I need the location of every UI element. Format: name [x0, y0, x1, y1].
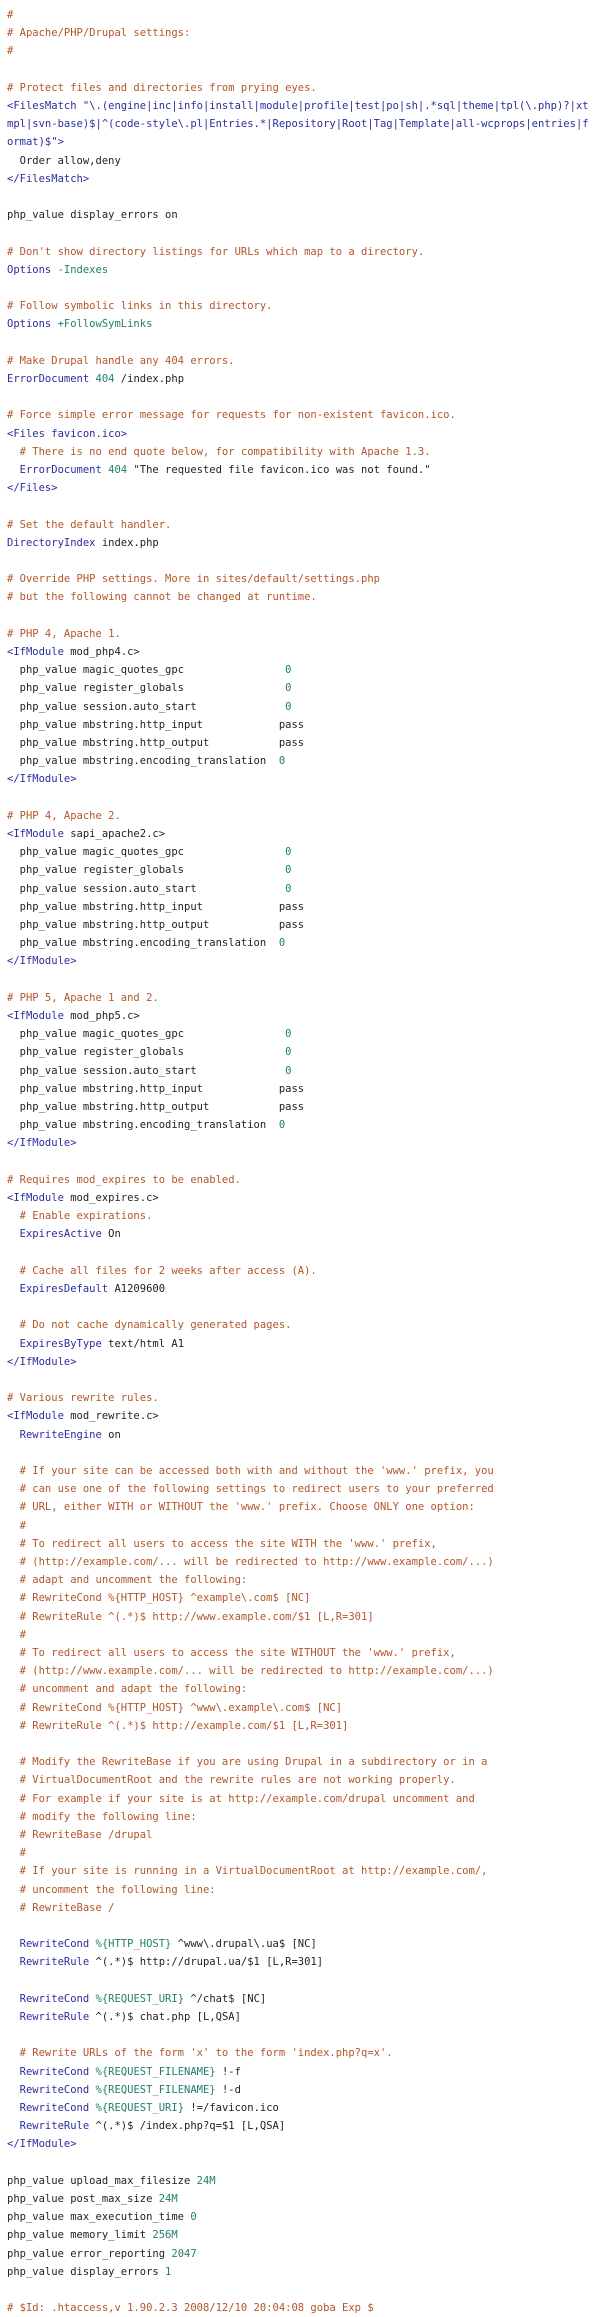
text-token: on [108, 1428, 121, 1441]
comment-line [7, 24, 593, 42]
text-token: php_value session.auto_start [7, 882, 286, 895]
value-token: 0 [285, 1046, 292, 1059]
comment-line [7, 42, 593, 60]
comment-line [7, 588, 593, 606]
directive-token: <FilesMatch "\.(engine|inc|info|install|module|profile|test|po|sh|.*sql|theme|tpl(\.php)?|xtmpl|svn-base)$|^(code-style\.pl|Entries.*|Repository|Root|Tag|Template|all-wcprops|entries|format)$"> [7, 100, 589, 149]
directive-token: ExpiresActive [7, 1228, 109, 1241]
comment-line [7, 1771, 593, 1789]
comment-line [7, 1680, 593, 1698]
directive-token: RewriteCond [7, 2102, 96, 2115]
directive-token: RewriteCond [7, 2065, 96, 2078]
directive-token: <IfModule [7, 645, 71, 658]
comment-line [7, 1626, 593, 1644]
comment-text: # Make Drupal handle any 404 errors. [7, 354, 235, 367]
value-token: 0 [285, 682, 292, 695]
code-line [7, 2099, 593, 2117]
text-token: sapi_apache2.c> [70, 827, 166, 840]
text-token: php_value mbstring.http_input pass [7, 718, 305, 731]
text-token: mod_expires.c> [70, 1192, 159, 1205]
text-token: php_value post_max_size [7, 2193, 159, 2206]
value-token: %{HTTP_HOST} [95, 1938, 172, 1951]
code-line [7, 1116, 593, 1134]
comment-text: # Set the default handler. [7, 518, 172, 531]
comment-line [7, 243, 593, 261]
text-token: php_value mbstring.encoding_translation [7, 1119, 279, 1132]
comment-text: # PHP 5, Apache 1 and 2. [7, 991, 159, 1004]
comment-line [7, 1571, 593, 1589]
comment-text: # [7, 1628, 26, 1641]
comment-line [7, 1844, 593, 1862]
comment-line [7, 79, 593, 97]
blank-line [7, 1244, 593, 1262]
blank-line [7, 552, 593, 570]
code-line [7, 461, 593, 479]
code-line [7, 1935, 593, 1953]
code-line [7, 2081, 593, 2099]
directive-line [7, 170, 593, 188]
code-line [7, 1043, 593, 1061]
code-line [7, 1335, 593, 1353]
comment-text: # uncomment and adapt the following: [7, 1683, 248, 1696]
directive-token: </IfModule> [7, 1137, 77, 1150]
directive-line [7, 1353, 593, 1371]
code-line [7, 2063, 593, 2081]
comment-text: # Requires mod_expires to be enabled. [7, 1173, 241, 1186]
comment-line [7, 352, 593, 370]
directive-token: </FilesMatch> [7, 172, 90, 185]
code-line [7, 861, 593, 879]
code-line [7, 734, 593, 752]
comment-line [7, 6, 593, 24]
comment-text: # Override PHP settings. More in sites/default/settings.php [7, 573, 380, 586]
code-line [7, 261, 593, 279]
comment-line [7, 1589, 593, 1607]
code-line [7, 534, 593, 552]
comment-line [7, 989, 593, 1007]
code-line [7, 2117, 593, 2135]
directive-token: </IfModule> [7, 2138, 77, 2151]
comment-text: # (http://www.example.com/... will be redirected to http://example.com/...) [7, 1665, 494, 1678]
comment-line [7, 1389, 593, 1407]
blank-line [7, 1917, 593, 1935]
text-token: php_value upload_max_filesize [7, 2174, 197, 2187]
comment-text: # There is no end quote below, for compatibility with Apache 1.3. [7, 445, 431, 458]
comment-line [7, 1699, 593, 1717]
directive-token: <IfModule [7, 1410, 71, 1423]
directive-token: RewriteCond [7, 1992, 96, 2005]
code-line [7, 2172, 593, 2190]
comment-line [7, 807, 593, 825]
comment-text: # [7, 45, 14, 58]
directive-token: Options [7, 318, 58, 331]
directive-token: ErrorDocument [7, 463, 109, 476]
directive-token: <IfModule [7, 1010, 71, 1022]
value-token: 404 [95, 372, 115, 385]
comment-line [7, 1753, 593, 1771]
text-token: php_value session.auto_start [7, 1064, 286, 1077]
comment-text: # Do not cache dynamically generated pages. [7, 1319, 292, 1332]
directive-token: RewriteCond [7, 1938, 96, 1951]
blank-line [7, 1371, 593, 1389]
comment-text: # [7, 1847, 26, 1860]
directive-line [7, 2135, 593, 2153]
comment-line [7, 1717, 593, 1735]
comment-line [7, 1862, 593, 1880]
code-line [7, 880, 593, 898]
text-token: php_value mbstring.encoding_translation [7, 755, 279, 768]
blank-line [7, 388, 593, 406]
text-token: ^/chat$ [NC] [184, 1992, 267, 2005]
comment-text: # RewriteRule ^(.*)$ http://example.com/$1 [L,R=301] [7, 1719, 349, 1732]
code-line [7, 2190, 593, 2208]
value-token: 24M [158, 2193, 178, 2206]
code-line [7, 1025, 593, 1043]
value-token: 0 [285, 700, 292, 713]
comment-text: # [7, 9, 14, 21]
comment-line [7, 443, 593, 461]
comment-text: # uncomment the following line: [7, 1883, 216, 1896]
text-token: !-f [215, 2065, 241, 2078]
code-line [7, 716, 593, 734]
code-line [7, 1426, 593, 1444]
comment-text: # RewriteCond %{HTTP_HOST} ^www\.example\.com$ [NC] [7, 1701, 343, 1714]
blank-line [7, 1735, 593, 1753]
blank-line [7, 1972, 593, 1990]
comment-line [7, 1480, 593, 1498]
value-token: 256M [152, 2229, 178, 2242]
directive-token: RewriteRule [7, 1956, 96, 1969]
comment-text: # RewriteRule ^(.*)$ http://www.example.com/$1 [L,R=301] [7, 1610, 374, 1623]
directive-line [7, 425, 593, 443]
comment-line [7, 1316, 593, 1334]
text-token: php_value register_globals [7, 864, 286, 877]
text-token: php_value mbstring.http_input pass [7, 900, 305, 913]
value-token: 0 [285, 864, 292, 877]
comment-text: # Enable expirations. [7, 1210, 153, 1223]
comment-text: # $Id: .htaccess,v 1.90.2.3 2008/12/10 20:04:08 goba Exp $ [7, 2302, 374, 2315]
blank-line [7, 61, 593, 79]
comment-text: # but the following cannot be changed at runtime. [7, 591, 317, 604]
value-token: 0 [285, 1028, 292, 1041]
text-token: mod_php5.c> [70, 1010, 140, 1022]
comment-line [7, 1262, 593, 1280]
value-token: +FollowSymLinks [57, 318, 153, 331]
comment-text: # Follow symbolic links in this directory. [7, 300, 273, 313]
text-token: ^www\.drupal\.ua$ [NC] [171, 1938, 317, 1951]
comment-line [7, 1808, 593, 1826]
code-line [7, 752, 593, 770]
code-line [7, 1225, 593, 1243]
code-line [7, 825, 593, 843]
directive-token: ErrorDocument [7, 372, 96, 385]
code-line [7, 679, 593, 697]
comment-text: # [7, 1519, 26, 1532]
blank-line [7, 224, 593, 242]
directive-token: ExpiresByType [7, 1337, 109, 1350]
blank-line [7, 1444, 593, 1462]
comment-text: # PHP 4, Apache 1. [7, 627, 121, 640]
value-token: 2047 [171, 2247, 197, 2260]
comment-text: # If your site can be accessed both with and without the 'www.' prefix, you [7, 1465, 494, 1477]
code-line [7, 1098, 593, 1116]
comment-text: # VirtualDocumentRoot and the rewrite rules are not working properly. [7, 1774, 456, 1787]
text-token: text/html A1 [108, 1337, 185, 1350]
value-token: 0 [285, 1064, 292, 1077]
comment-line [7, 516, 593, 534]
directive-token: <Files favicon.ico> [7, 427, 128, 440]
comment-line [7, 1899, 593, 1917]
text-token: php_value mbstring.http_output pass [7, 919, 305, 931]
value-token: 0 [278, 937, 286, 950]
blank-line [7, 789, 593, 807]
comment-text: # Force simple error message for requests for non-existent favicon.ico. [7, 409, 456, 422]
directive-line [7, 1134, 593, 1152]
comment-line [7, 625, 593, 643]
code-line [7, 1007, 593, 1025]
directive-token: RewriteRule [7, 2011, 96, 2024]
text-token: "The requested file favicon.ico was not found." [127, 463, 431, 476]
code-line [7, 1280, 593, 1298]
text-token: php_value mbstring.http_output pass [7, 1101, 305, 1114]
comment-text: # URL, either WITH or WITHOUT the 'www.' prefix. Choose ONLY one option: [7, 1501, 475, 1514]
directive-token: </IfModule> [7, 955, 77, 968]
value-token: 0 [285, 664, 292, 677]
code-line [7, 2008, 593, 2026]
text-token: /index.php [114, 372, 185, 385]
comment-text: # modify the following line: [7, 1810, 197, 1823]
value-token: 1 [165, 2265, 172, 2278]
comment-text: # Modify the RewriteBase if you are using Drupal in a subdirectory or in a [7, 1756, 488, 1769]
code-line [7, 315, 593, 333]
directive-token: <IfModule [7, 827, 71, 840]
value-token: 0 [285, 846, 292, 859]
comment-line [7, 2044, 593, 2062]
value-token: 0 [190, 2211, 197, 2224]
blank-line [7, 188, 593, 206]
text-token: Order allow,deny [7, 154, 121, 167]
directive-token: ExpiresDefault [7, 1283, 115, 1296]
code-line [7, 934, 593, 952]
code-line [7, 152, 593, 170]
comment-text: # adapt and uncomment the following: [7, 1574, 248, 1587]
comment-line [7, 297, 593, 315]
value-token: %{REQUEST_URI} [95, 1992, 185, 2005]
comment-line [7, 1608, 593, 1626]
code-line [7, 1953, 593, 1971]
comment-line [7, 1553, 593, 1571]
text-token: php_value magic_quotes_gpc [7, 664, 286, 677]
comment-line [7, 1790, 593, 1808]
comment-text: # Cache all files for 2 weeks after access (A). [7, 1264, 317, 1277]
code-line [7, 661, 593, 679]
directive-line [7, 97, 593, 152]
directive-line [7, 952, 593, 970]
text-token: php_value magic_quotes_gpc [7, 846, 286, 859]
comment-text: # To redirect all users to access the site WITHOUT the 'www.' prefix, [7, 1647, 456, 1660]
comment-line [7, 1517, 593, 1535]
blank-line [7, 607, 593, 625]
code-line [7, 1062, 593, 1080]
comment-text: # Various rewrite rules. [7, 1392, 159, 1405]
comment-text: # For example if your site is at http://example.com/drupal uncomment and [7, 1792, 475, 1805]
text-token: php_value mbstring.http_input pass [7, 1082, 305, 1095]
directive-token: </IfModule> [7, 1355, 77, 1368]
value-token: 404 [108, 463, 128, 476]
comment-line [7, 406, 593, 424]
blank-line [7, 2281, 593, 2299]
comment-line [7, 1644, 593, 1662]
comment-text: # Don't show directory listings for URLs which map to a directory. [7, 245, 425, 258]
code-line [7, 916, 593, 934]
value-token: 0 [285, 882, 292, 895]
value-token: %{REQUEST_FILENAME} [95, 2083, 216, 2096]
comment-text: # Protect files and directories from prying eyes. [7, 81, 317, 94]
value-token: %{REQUEST_URI} [95, 2102, 185, 2115]
comment-line [7, 1881, 593, 1899]
directive-token: <IfModule [7, 1192, 71, 1205]
code-line [7, 643, 593, 661]
comment-text: # To redirect all users to access the site WITH the 'www.' prefix, [7, 1537, 437, 1550]
comment-text: # RewriteBase / [7, 1901, 115, 1914]
text-token: mod_php4.c> [70, 645, 140, 658]
text-token: php_value max_execution_time [7, 2211, 191, 2224]
code-line [7, 898, 593, 916]
directive-token: </Files> [7, 482, 58, 495]
blank-line [7, 2154, 593, 2172]
comment-text: # RewriteBase /drupal [7, 1829, 153, 1842]
code-line [7, 206, 593, 224]
blank-line [7, 1153, 593, 1171]
code-line [7, 2245, 593, 2263]
blank-line [7, 279, 593, 297]
comment-line [7, 1826, 593, 1844]
directive-token: RewriteCond [7, 2083, 96, 2096]
comment-line [7, 1462, 593, 1480]
text-token: php_value display_errors on [7, 209, 178, 222]
comment-text: # PHP 4, Apache 2. [7, 809, 121, 822]
code-line [7, 2263, 593, 2281]
blank-line [7, 334, 593, 352]
text-token: ^(.*)$ /index.php?q=$1 [L,QSA] [95, 2120, 286, 2133]
value-token: 24M [196, 2174, 216, 2187]
directive-token: RewriteEngine [7, 1428, 109, 1441]
comment-line [7, 1171, 593, 1189]
code-line [7, 1990, 593, 2008]
text-token: A1209600 [114, 1283, 166, 1296]
comment-text: # If your site is running in a VirtualDocumentRoot at http://example.com/, [7, 1865, 488, 1878]
comment-text: # can use one of the following settings to redirect users to your preferred [7, 1483, 494, 1496]
code-line [7, 2226, 593, 2244]
blank-line [7, 1298, 593, 1316]
comment-line [7, 570, 593, 588]
code-line [7, 1189, 593, 1207]
blank-line [7, 971, 593, 989]
comment-text: # Apache/PHP/Drupal settings: [7, 27, 191, 40]
text-token: php_value session.auto_start [7, 700, 286, 713]
comment-text: # Rewrite URLs of the form 'x' to the form 'index.php?q=x'. [7, 2047, 393, 2060]
text-token: php_value display_errors [7, 2265, 166, 2278]
comment-text: # (http://example.com/... will be redirected to http://www.example.com/...) [7, 1556, 494, 1569]
value-token: -Indexes [57, 263, 109, 276]
comment-line [7, 1498, 593, 1516]
code-line [7, 698, 593, 716]
value-token: 0 [278, 755, 286, 768]
text-token: !-d [215, 2083, 241, 2096]
text-token: php_value error_reporting [7, 2247, 172, 2260]
code-line [7, 1407, 593, 1425]
value-token: 0 [278, 1119, 286, 1132]
text-token: php_value magic_quotes_gpc [7, 1028, 286, 1041]
text-token: ^(.*)$ chat.php [L,QSA] [95, 2011, 241, 2024]
comment-line [7, 1662, 593, 1680]
comment-line [7, 1535, 593, 1553]
directive-token: Options [7, 263, 58, 276]
text-token: php_value register_globals [7, 682, 286, 695]
blank-line [7, 2026, 593, 2044]
text-token: php_value memory_limit [7, 2229, 153, 2242]
directive-token: RewriteRule [7, 2120, 96, 2133]
text-token: index.php [101, 536, 159, 549]
blank-line [7, 497, 593, 515]
code-line [7, 2208, 593, 2226]
value-token: %{REQUEST_FILENAME} [95, 2065, 216, 2078]
directive-token: </IfModule> [7, 773, 77, 786]
comment-line [7, 1207, 593, 1225]
text-token: php_value mbstring.encoding_translation [7, 937, 279, 950]
text-token: php_value register_globals [7, 1046, 286, 1059]
comment-text: # RewriteCond %{HTTP_HOST} ^example\.com$ [NC] [7, 1592, 311, 1605]
code-line [7, 843, 593, 861]
text-token: php_value mbstring.http_output pass [7, 736, 305, 749]
directive-line [7, 479, 593, 497]
text-token: ^(.*)$ http://drupal.ua/$1 [L,R=301] [95, 1956, 324, 1969]
directive-token: DirectoryIndex [7, 536, 102, 549]
text-token: mod_rewrite.c> [70, 1410, 159, 1423]
directive-line [7, 770, 593, 788]
code-line [7, 1080, 593, 1098]
text-token: !=/favicon.ico [184, 2102, 279, 2115]
code-line [7, 370, 593, 388]
text-token: On [108, 1228, 121, 1241]
